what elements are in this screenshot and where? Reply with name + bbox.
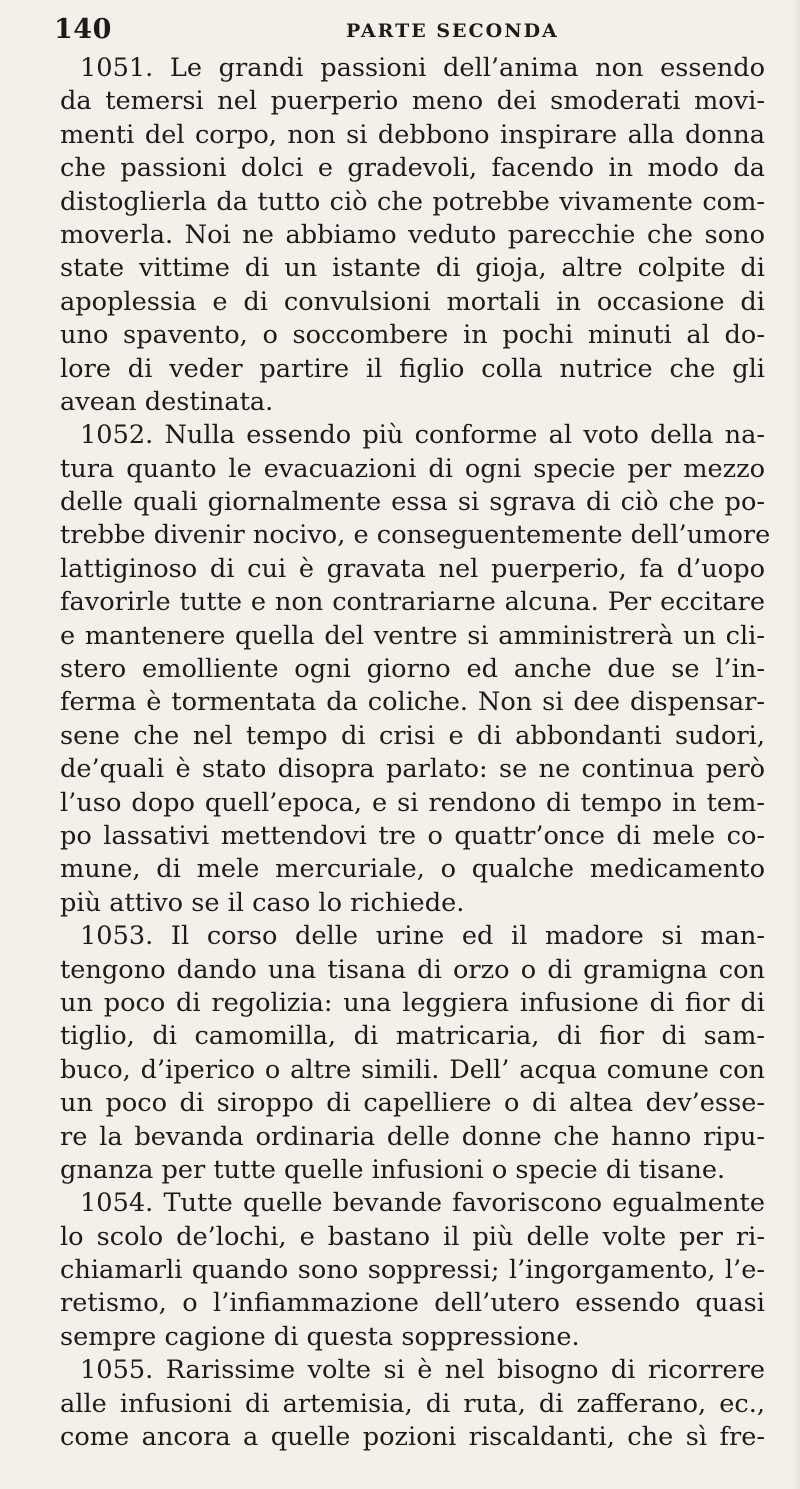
text-line: re la bevanda ordinaria delle donne che hanno ripu- xyxy=(60,1121,765,1152)
text-line: stero emolliente ogni giorno ed anche due se l’in- xyxy=(60,654,765,685)
text-line: tura quanto le evacuazioni di ogni specie per mezzo xyxy=(60,453,765,484)
text-line: come ancora a quelle pozioni riscaldanti, che sì fre- xyxy=(60,1422,765,1453)
text-line: sempre cagione di questa soppressione. xyxy=(60,1321,580,1352)
text-line: 1054. Tutte quelle bevande favoriscono egualmente xyxy=(80,1188,765,1219)
text-line: tengono dando una tisana di orzo o di gramigna con xyxy=(60,954,765,985)
text-line: distoglierla da tutto ciò che potrebbe vivamente com- xyxy=(60,186,765,217)
page-number: 140 xyxy=(54,14,112,45)
text-line: 1051. Le grandi passioni dell’anima non essendo xyxy=(80,53,765,83)
text-line: chiamarli quando sono soppressi; l’ingorgamento, l’e- xyxy=(60,1255,765,1286)
text-line: gnanza per tutte quelle infusioni o specie di tisane. xyxy=(60,1154,726,1185)
page-edge-shadow xyxy=(792,0,800,1489)
page-header xyxy=(54,14,774,54)
text-line: lo scolo de’lochi, e bastano il più delle volte per ri- xyxy=(60,1221,765,1252)
text-line: po lassativi mettendovi tre o quattr’once di mele co- xyxy=(60,820,765,851)
text-line: mune, di mele mercuriale, o qualche medicamento xyxy=(60,854,765,885)
text-line: 1053. Il corso delle urine ed il madore si man- xyxy=(80,921,765,952)
text-line: 1052. Nulla essendo più conforme al voto della na- xyxy=(80,420,765,451)
text-line: moverla. Noi ne abbiamo veduto parecchie che sono xyxy=(60,219,765,250)
text-line: un poco di siroppo di capelliere o di altea dev’esse- xyxy=(60,1088,765,1119)
text-line: apoplessia e di convulsioni mortali in occasione di xyxy=(60,286,765,317)
text-line: lore di veder partire il figlio colla nutrice che gli xyxy=(60,353,765,384)
text-line: e mantenere quella del ventre si amministrerà un cli- xyxy=(60,620,765,651)
text-line: ferma è tormentata da coliche. Non si dee dispensar- xyxy=(60,687,765,718)
text-line: da temersi nel puerperio meno dei smoderati movi- xyxy=(60,86,765,117)
text-line: che passioni dolci e gradevoli, facendo in modo da xyxy=(60,153,765,184)
text-line: lattiginoso di cui è gravata nel puerperio, fa d’uopo xyxy=(60,553,765,584)
text-line: delle quali giornalmente essa si sgrava di ciò che po- xyxy=(60,487,765,518)
text-line: l’uso dopo quell’epoca, e si rendono di tempo in tem- xyxy=(60,787,765,818)
running-head: PARTE SECONDA xyxy=(346,20,559,42)
text-line: retismo, o l’infiammazione dell’utero essendo quasi xyxy=(60,1288,765,1319)
text-line: un poco di regolizia: una leggiera infusione di fior di xyxy=(60,987,765,1018)
text-line: 1055. Rarissime volte si è nel bisogno di ricorrere xyxy=(80,1355,765,1386)
text-line: de’quali è stato disopra parlato: se ne continua però xyxy=(60,754,765,785)
text-line: avean destinata. xyxy=(60,386,274,417)
text-line: trebbe divenir nocivo, e conseguentemente dell’umore xyxy=(60,520,771,551)
text-line: alle infusioni di artemisia, di ruta, di zafferano, ec., xyxy=(60,1388,765,1419)
text-line: buco, d’iperico o altre simili. Dell’ acqua comune con xyxy=(60,1054,765,1085)
body-text xyxy=(60,52,771,1454)
text-line: menti del corpo, non si debbono inspirare alla donna xyxy=(60,119,765,150)
text-line: sene che nel tempo di crisi e di abbondanti sudori, xyxy=(60,720,765,751)
text-line: favorirle tutte e non contrariarne alcuna. Per eccitare xyxy=(60,587,765,618)
text-line: uno spavento, o soccombere in pochi minuti al do- xyxy=(60,320,765,351)
text-line: state vittime di un istante di gioja, altre colpite di xyxy=(60,253,765,284)
text-line: più attivo se il caso lo richiede. xyxy=(60,887,465,918)
text-line: tiglio, di camomilla, di matricaria, di fior di sam- xyxy=(60,1021,765,1052)
